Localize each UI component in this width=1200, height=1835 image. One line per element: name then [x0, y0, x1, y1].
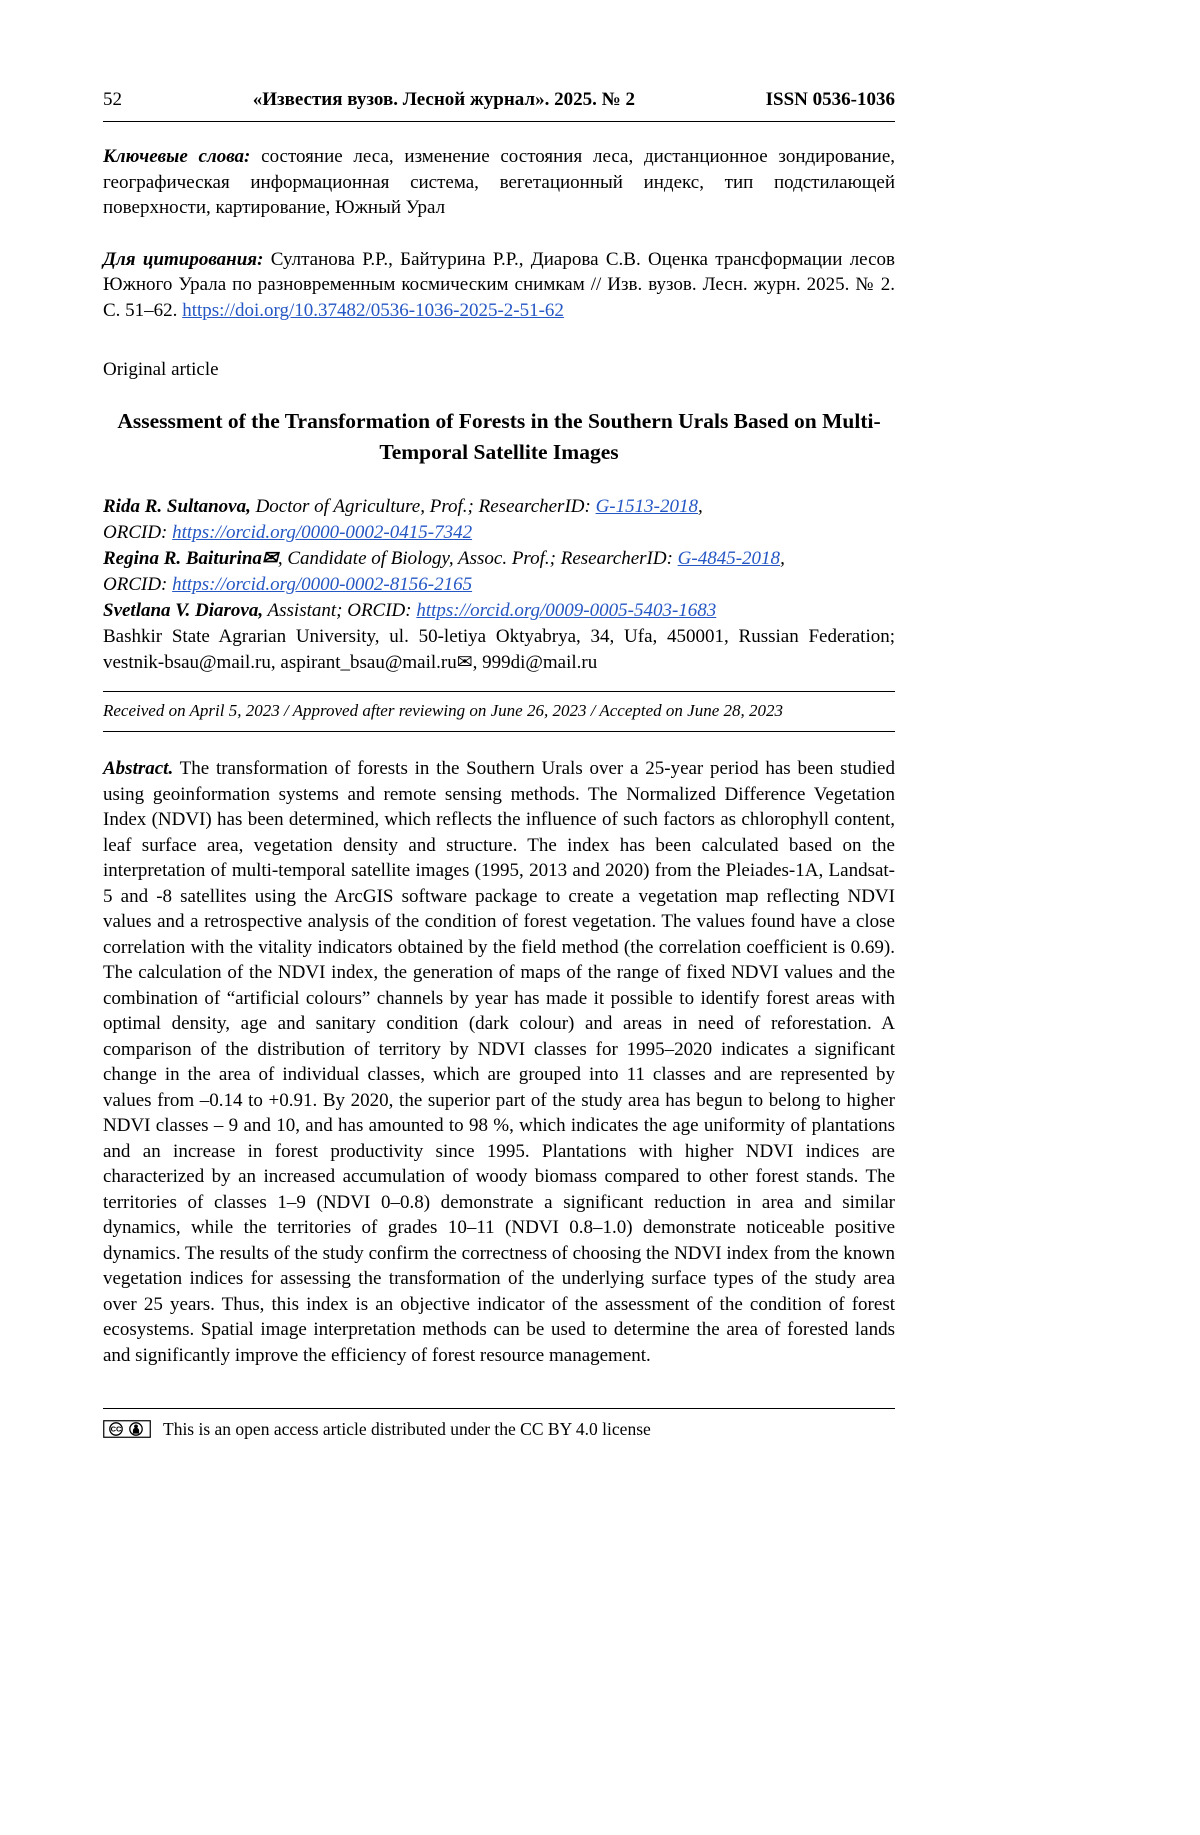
orcid-link[interactable]: https://orcid.org/0000-0002-8156-2165 — [172, 574, 473, 595]
page-number: 52 — [103, 89, 122, 110]
orcid-label: ORCID: — [103, 522, 173, 543]
abstract-label: Abstract. — [103, 758, 174, 779]
orcid-link[interactable]: https://orcid.org/0009-0005-5403-1683 — [416, 600, 717, 621]
keywords-text: состояние леса, изменение состояния леса, дистанционное зондирование, географическая информационная система, вегетационный индекс, тип подстилающей поверхности, картирование, Южный Урал — [103, 146, 895, 218]
issn: ISSN 0536-1036 — [765, 89, 895, 110]
author-role: , Candidate of Biology, Assoc. Prof.; ResearcherID: — [277, 548, 678, 569]
page-header — [103, 88, 895, 122]
divider — [103, 731, 895, 732]
author-role: Assistant; ORCID: — [263, 600, 417, 621]
article-type-label: Original article — [103, 359, 219, 380]
abstract-text: The transformation of forests in the Southern Urals over a 25-year period has been studied using geoinformation systems and remote sensing methods. The Normalized Difference Vegetation Index (NDVI) has been determined, which reflects the influence of such factors as chlorophyll content, leaf surface area, vegetation density and structure. The index has been calculated based on the interpretation of multi-temporal satellite images (1995, 2013 and 2020) from the Pleiades-1A, Landsat-5 and -8 satellites using the ArcGIS software package to create a vegetation map reflecting NDVI values and a retrospective analysis of the condition of forest vegetation. The values found have a close correlation with the vitality indicators obtained by the field method (the correlation coefficient is 0.69). The calculation of the NDVI index, the generation of maps of the range of fixed NDVI values and the combination of “artificial colours” channels by year has made it possible to identify forest areas with optimal density, age and sanitary condition (dark colour) and areas in need of reforestation. A comparison of the distribution of territory by NDVI classes for 1995–2020 indicates a significant change in the area of individual classes, which are grouped into 11 classes and are represented by values from –0.14 to +0.91. By 2020, the superior part of the study area has begun to belong to higher NDVI classes – 9 and 10, and has amounted to 98 %, which indicates the age uniformity of plantations and an increase in forest productivity since 1995. Plantations with higher NDVI indices are characterized by an increased accumulation of woody biomass compared to other forest stands. The territories of classes 1–9 (NDVI 0–0.8) demonstrate a significant reduction in area and similar dynamics, while the territories of grades 10–11 (NDVI 0.8–1.0) demonstrate noticeable positive dynamics. The results of the study confirm the correctness of choosing the NDVI index from the known vegetation indices for assessing the transformation of the underlying surface types of the study area over 25 years. Thus, this index is an objective indicator of the assessment of the condition of forest ecosystems. Spatial image interpretation methods can be used to determine the area of forested lands and significantly improve the efficiency of forest resource management. — [103, 758, 895, 1366]
author-punct: , — [780, 548, 785, 569]
authors-block — [103, 494, 895, 675]
author-name: Svetlana V. Diarova, — [103, 600, 264, 621]
svg-text:CC: CC — [110, 1424, 122, 1434]
affiliation-text: Bashkir State Agrarian University, ul. 50-letiya Oktyabrya, 34, Ufa, 450001, Russian Federation; vestnik-bsau@mail.ru, aspirant_bsau@mail.ru✉, 999di@mail.ru — [103, 626, 895, 673]
author-entry-baiturina — [103, 546, 895, 598]
author-entry-sultanova — [103, 494, 895, 546]
received-dates-line: Received on April 5, 2023 / Approved after reviewing on June 26, 2023 / Accepted on June 28, 2023 — [103, 701, 783, 720]
citation-label: Для цитирования: — [103, 248, 264, 270]
author-punct: , — [697, 496, 703, 517]
researcherid-link[interactable]: G-1513-2018 — [595, 496, 698, 517]
doi-link[interactable]: https://doi.org/10.37482/0536-1036-2025-2-51-62 — [182, 299, 564, 321]
license-footer — [103, 1418, 895, 1440]
orcid-label: ORCID: — [103, 574, 173, 595]
author-entry-diarova — [103, 598, 895, 624]
author-name: Rida R. Sultanova, — [103, 496, 251, 517]
article-title: Assessment of the Transformation of Forests in the Southern Urals Based on Multi-Temporal Satellite Images — [117, 409, 881, 464]
abstract-paragraph — [103, 756, 895, 1368]
author-name: Regina R. Baiturina✉ — [103, 548, 278, 569]
citation-text: Султанова Р.Р., Байтурина Р.Р., Диарова С.В. Оценка трансформации лесов Южного Урала по разновременным космическим снимкам // Изв. вузов. Лесн. журн. 2025. № 2. С. 51–62. — [103, 248, 895, 321]
cc-by-icon — [103, 1420, 151, 1438]
journal-title: «Известия вузов. Лесной журнал». 2025. № 2 — [252, 89, 635, 110]
keywords-label: Ключевые слова: — [103, 146, 251, 167]
divider — [103, 1408, 895, 1409]
keywords-paragraph — [103, 144, 895, 221]
orcid-link[interactable]: https://orcid.org/0000-0002-0415-7342 — [172, 522, 473, 543]
license-text: This is an open access article distributed under the CC BY 4.0 license — [163, 1419, 651, 1439]
citation-paragraph — [103, 247, 895, 324]
author-role: Doctor of Agriculture, Prof.; ResearcherID: — [250, 496, 596, 517]
page-content — [103, 0, 895, 1440]
researcherid-link[interactable]: G-4845-2018 — [677, 548, 781, 569]
